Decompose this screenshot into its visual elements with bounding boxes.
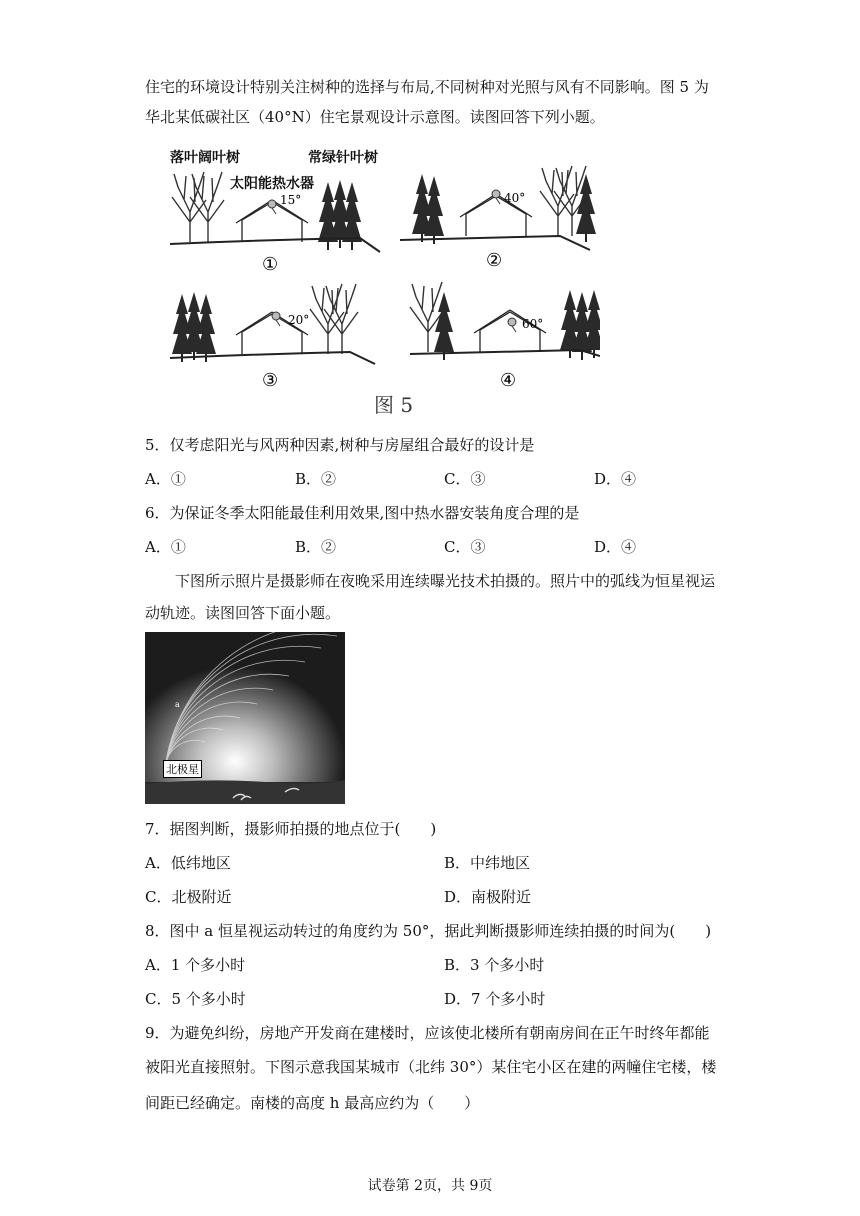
label-evergreen: 常绿针叶树 xyxy=(308,150,378,166)
figure-caption: 图 5 xyxy=(374,393,414,417)
q8-option-a[interactable]: A．1 个多小时 xyxy=(145,956,246,974)
star-a-label: a xyxy=(175,700,180,709)
q8-stem: 8．图中 a 恒星视运动转过的角度约为 50°，据此判断摄影师连续拍摄的时间为( ) xyxy=(145,922,712,940)
q9-line-3: 间距已经确定。南楼的高度 h 最高应约为（ ） xyxy=(145,1094,480,1112)
label-heater: 太阳能热水器 xyxy=(230,176,314,192)
panel-2 xyxy=(400,166,596,271)
angle-4: 60° xyxy=(522,317,544,331)
intro-line-1: 住宅的环境设计特别关注树种的选择与布局,不同树种对光照与风有不同影响。图 5 为 xyxy=(145,78,709,96)
q6-stem: 6．为保证冬季太阳能最佳利用效果,图中热水器安装角度合理的是 xyxy=(145,504,580,522)
q6-option-c[interactable]: C．③ xyxy=(444,538,486,556)
q8-option-c[interactable]: C．5 个多小时 xyxy=(145,990,246,1008)
q9-line-1: 9．为避免纠纷，房地产开发商在建楼时，应该使北楼所有朝南房间在正午时终年都能 xyxy=(145,1024,710,1042)
panel-num-2: ② xyxy=(486,250,503,271)
page-footer: 试卷第 2页，共 9页 xyxy=(367,1178,493,1194)
q6-option-b[interactable]: B．② xyxy=(295,538,337,556)
panel-num-3: ③ xyxy=(262,370,279,391)
star-trail-photo xyxy=(145,632,345,804)
label-deciduous: 落叶阔叶树 xyxy=(170,150,240,166)
figure-5 xyxy=(160,142,600,420)
q7-option-d[interactable]: D．南极附近 xyxy=(444,888,532,906)
q7-option-a[interactable]: A．低纬地区 xyxy=(145,854,231,872)
panel-3 xyxy=(170,284,375,391)
q5-option-d[interactable]: D．④ xyxy=(594,470,637,488)
polaris-label: 北极星 xyxy=(163,760,202,778)
q7-stem: 7．据图判断，摄影师拍摄的地点位于( ) xyxy=(145,820,437,838)
panel-1 xyxy=(170,149,380,275)
q7-option-b[interactable]: B．中纬地区 xyxy=(444,854,531,872)
angle-3: 20° xyxy=(288,313,310,327)
angle-1: 15° xyxy=(280,193,302,207)
q5-option-a[interactable]: A．① xyxy=(145,470,186,488)
q5-stem: 5．仅考虑阳光与风两种因素,树种与房屋组合最好的设计是 xyxy=(145,436,535,454)
q5-option-b[interactable]: B．② xyxy=(295,470,337,488)
intro-line-2: 华北某低碳社区（40°N）住宅景观设计示意图。读图回答下列小题。 xyxy=(145,108,605,126)
q9-line-2: 被阳光直接照射。下图示意我国某城市（北纬 30°）某住宅小区在建的两幢住宅楼，楼 xyxy=(145,1058,717,1076)
q6-option-d[interactable]: D．④ xyxy=(594,538,637,556)
q8-option-d[interactable]: D．7 个多小时 xyxy=(444,990,546,1008)
panel-4 xyxy=(410,282,600,391)
q5-option-c[interactable]: C．③ xyxy=(444,470,486,488)
intro2-line-1: 下图所示照片是摄影师在夜晚采用连续曝光技术拍摄的。照片中的弧线为恒星视运 xyxy=(175,572,716,590)
angle-2: 40° xyxy=(504,191,526,205)
q6-option-a[interactable]: A．① xyxy=(145,538,186,556)
panel-num-4: ④ xyxy=(500,370,517,391)
intro2-line-2: 动轨迹。读图回答下面小题。 xyxy=(145,604,341,622)
q8-option-b[interactable]: B．3 个多小时 xyxy=(444,956,545,974)
q7-option-c[interactable]: C．北极附近 xyxy=(145,888,232,906)
panel-num-1: ① xyxy=(262,254,279,275)
